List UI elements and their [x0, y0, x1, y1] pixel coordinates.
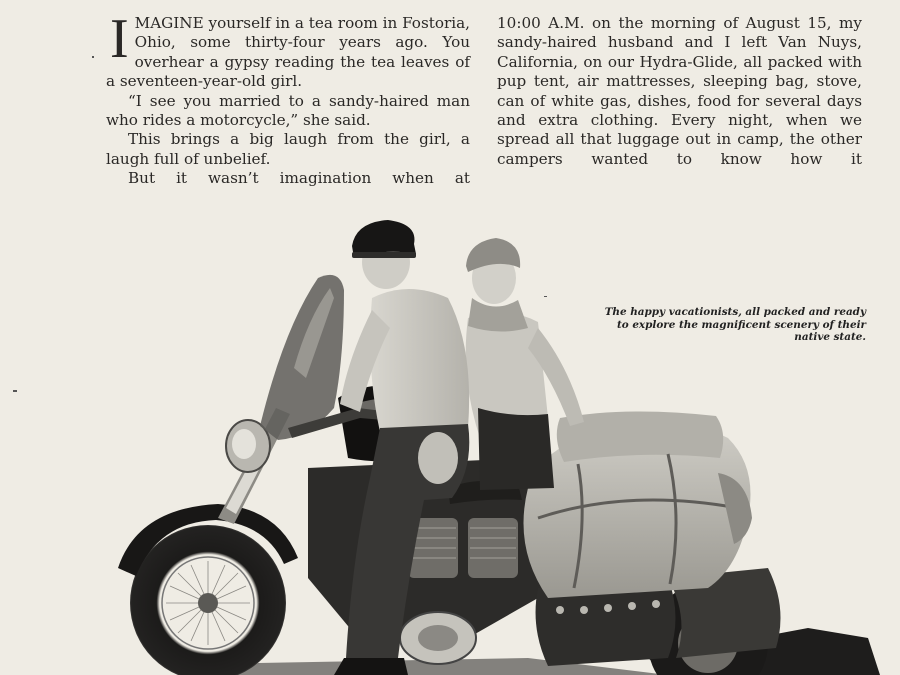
paragraph-laugh: This brings a big laugh from the girl, a laugh full of unbelief. — [106, 130, 470, 168]
paragraph-gypsy-quote: “I see you married to a sandy-haired man who rides a motorcycle,” she said. — [106, 91, 470, 130]
paragraph-intro — [106, 8, 470, 92]
print-speck — [13, 390, 17, 392]
paragraph-trip-continued: 10:00 A.M. on the morning of August 15, my sandy-haired husband and I left Van Nuys, California, on our Hydra-Glide, all packed with pup tent, air mattresses, sleeping bag, stove, can of white gas, dishes, food for several days and extra clothing. Every night, when we spread all that luggage out in camp, the other campers wanted to know how it — [497, 14, 862, 168]
article-column-right — [497, 14, 862, 169]
canteen — [418, 432, 458, 484]
paragraph-intro-text: MAGINE yourself in a tea room in Fostoria, Ohio, some thirty-four years ago. You overhear a gypsy reading the tea leaves of a seventeen-year-old girl. — [106, 14, 470, 91]
headlight-lens — [232, 429, 256, 459]
man-cap-brim — [352, 252, 416, 258]
couple-on-motorcycle-photo — [108, 218, 880, 675]
print-speck — [92, 56, 94, 58]
man-shirt — [370, 289, 469, 432]
man-shoe — [334, 658, 408, 675]
front-hub — [198, 593, 218, 613]
article-column-left — [106, 8, 470, 189]
paragraph-imagination: But it wasn’t imagination when at — [128, 169, 470, 188]
woman-skirt — [478, 408, 554, 490]
drop-cap: I — [110, 8, 129, 70]
photo-caption: The happy vacationists, all packed and ready to explore the magnificent scenery of their native state. — [604, 306, 866, 344]
engine-cover-center — [418, 625, 458, 651]
